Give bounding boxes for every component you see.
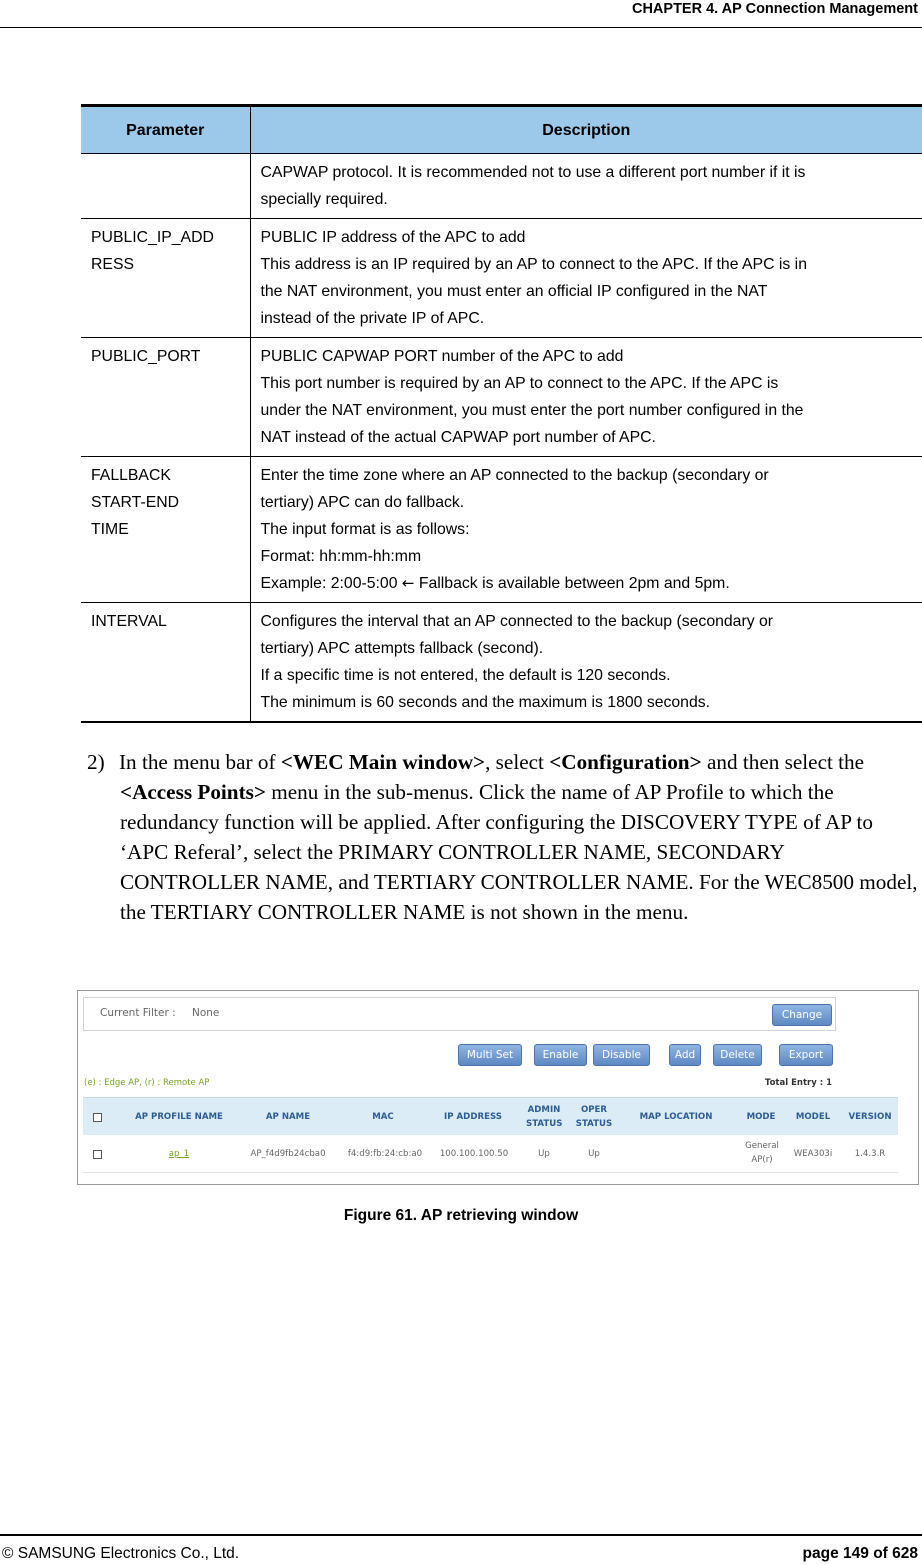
description-line: NAT instead of the actual CAPWAP port number of APC. xyxy=(260,429,656,446)
description-line: The minimum is 60 seconds and the maximum is 1800 seconds. xyxy=(260,694,711,711)
description-line: specially required. xyxy=(260,191,388,208)
step-text-part: , select xyxy=(485,750,550,774)
filter-value: None xyxy=(192,1007,220,1019)
parameter-name: RESS xyxy=(91,256,135,273)
model-value: WEA303i xyxy=(793,1149,833,1159)
example-prefix: Example: 2:00-5:00 xyxy=(260,575,402,592)
version-value: 1.4.3.R xyxy=(854,1149,886,1159)
col-oper-status: OPER STATUS xyxy=(575,1105,613,1129)
step-paragraph xyxy=(87,747,922,927)
select-all-checkbox[interactable] xyxy=(93,1113,102,1122)
col-map-location: MAP LOCATION xyxy=(639,1112,713,1122)
filter-label: Current Filter : xyxy=(100,1007,176,1019)
description-cell xyxy=(250,338,922,457)
col-admin-status: ADMIN STATUS xyxy=(526,1105,563,1129)
footer-copyright: © SAMSUNG Electronics Co., Ltd. xyxy=(2,1545,240,1562)
description-cell xyxy=(250,603,922,723)
header-rule xyxy=(0,27,922,28)
table-row xyxy=(81,603,922,723)
description-line: Format: hh:mm-hh:mm xyxy=(260,548,422,565)
description-line: the NAT environment, you must enter an official IP configured in the NAT xyxy=(260,283,768,300)
step-text-part: menu in the sub-menus. Click the name of AP Profile to which the redundancy function will be applied. After configuring the DISCOVERY TYPE of AP to ‘APC Referal’, select the PRIMARY CONTROLLER NAME, SECONDARY CONTROLLER NAME, and TERTIARY CONTROLLER NAME. For the WEC8500 model, the TERTIARY CONTROLLER NAME is not shown in the menu. xyxy=(120,780,918,924)
change-filter-button[interactable]: Change xyxy=(772,1004,832,1026)
export-button[interactable]: Export xyxy=(779,1044,833,1066)
description-line: Enter the time zone where an AP connected to the backup (secondary or xyxy=(260,467,769,484)
ap-name-value: AP_f4d9fb24cba0 xyxy=(250,1149,326,1159)
oper-status-value: Up xyxy=(588,1149,600,1159)
configuration-menu-ref: <Configuration> xyxy=(549,750,702,774)
description-column-header: Description xyxy=(250,106,922,154)
description-line: Configures the interval that an AP connected to the backup (secondary or xyxy=(260,613,774,630)
description-line: instead of the private IP of APC. xyxy=(260,310,485,327)
description-line: CAPWAP protocol. It is recommended not to use a different port number if it is xyxy=(260,164,806,181)
description-line: tertiary) APC can do fallback. xyxy=(260,494,465,511)
total-entry-count: Total Entry : 1 xyxy=(764,1078,832,1088)
description-line: PUBLIC CAPWAP PORT number of the APC to add xyxy=(260,348,624,365)
chapter-header: CHAPTER 4. AP Connection Management xyxy=(631,1,918,17)
col-model: MODEL xyxy=(795,1112,831,1122)
admin-status-value: Up xyxy=(538,1149,550,1159)
ap-list-screenshot xyxy=(77,990,919,1185)
disable-button[interactable]: Disable xyxy=(593,1044,650,1066)
description-line: under the NAT environment, you must enter the port number configured in the xyxy=(260,402,804,419)
filter-bar xyxy=(83,997,836,1031)
col-ap-profile-name: AP PROFILE NAME xyxy=(135,1112,223,1122)
parameter-name: PUBLIC_IP_ADD xyxy=(91,229,214,246)
mode-value: General AP(r) xyxy=(745,1141,779,1165)
ap-profile-link[interactable]: ap_1 xyxy=(168,1149,190,1159)
ip-address-value: 100.100.100.50 xyxy=(439,1149,509,1159)
parameter-cell xyxy=(81,457,250,603)
example-suffix: Fallback is available between 2pm and 5pm. xyxy=(414,575,730,592)
ap-type-legend: (e) : Edge AP, (r) : Remote AP xyxy=(84,1078,210,1088)
ap-table-header xyxy=(83,1097,898,1135)
left-arrow-icon: ← xyxy=(401,574,415,592)
parameter-name: TIME xyxy=(91,521,129,538)
table-row xyxy=(81,219,922,338)
mac-value: f4:d9:fb:24:cb:a0 xyxy=(347,1149,423,1159)
description-cell xyxy=(250,219,922,338)
footer-page-number: page 149 of 628 xyxy=(802,1545,918,1562)
parameter-cell xyxy=(81,219,250,338)
description-cell xyxy=(250,457,922,603)
parameter-column-header: Parameter xyxy=(81,106,250,154)
description-line: This address is an IP required by an AP to connect to the APC. If the APC is in xyxy=(260,256,807,273)
description-line: The input format is as follows: xyxy=(260,521,470,538)
delete-button[interactable]: Delete xyxy=(713,1044,762,1066)
row-checkbox[interactable] xyxy=(93,1150,102,1159)
description-line: If a specific time is not entered, the default is 120 seconds. xyxy=(260,667,671,684)
parameter-name: FALLBACK xyxy=(91,467,171,484)
example-line xyxy=(261,570,913,597)
parameter-table xyxy=(81,104,922,723)
table-row[interactable] xyxy=(83,1135,898,1173)
add-button[interactable]: Add xyxy=(669,1044,701,1066)
col-ap-name: AP NAME xyxy=(265,1112,311,1122)
description-line: PUBLIC IP address of the APC to add xyxy=(260,229,526,246)
description-cell xyxy=(250,154,922,219)
table-row xyxy=(81,338,922,457)
step-number: 2) xyxy=(87,750,105,774)
step-text xyxy=(120,747,922,927)
parameter-name: PUBLIC_PORT xyxy=(91,348,201,365)
step-text-part: In the menu bar of xyxy=(119,750,281,774)
col-ip-address: IP ADDRESS xyxy=(444,1112,502,1122)
figure-caption: Figure 61. AP retrieving window xyxy=(343,1207,579,1224)
access-points-menu-ref: <Access Points> xyxy=(120,780,266,804)
step-text-part: and then select the xyxy=(701,750,865,774)
table-row xyxy=(81,154,922,219)
footer-rule xyxy=(0,1534,922,1536)
wec-main-window-ref: <WEC Main window> xyxy=(280,750,486,774)
parameter-cell xyxy=(81,154,250,219)
parameter-name: START-END xyxy=(91,494,180,511)
description-line: tertiary) APC attempts fallback (second). xyxy=(260,640,544,657)
parameter-cell xyxy=(81,603,250,723)
col-mode: MODE xyxy=(746,1112,776,1122)
description-line: This port number is required by an AP to connect to the APC. If the APC is xyxy=(260,375,779,392)
parameter-cell xyxy=(81,338,250,457)
col-version: VERSION xyxy=(848,1112,892,1122)
enable-button[interactable]: Enable xyxy=(534,1044,587,1066)
parameter-name: INTERVAL xyxy=(91,613,167,630)
multi-set-button[interactable]: Multi Set xyxy=(458,1044,522,1066)
col-mac: MAC xyxy=(372,1112,394,1122)
table-row xyxy=(81,457,922,603)
